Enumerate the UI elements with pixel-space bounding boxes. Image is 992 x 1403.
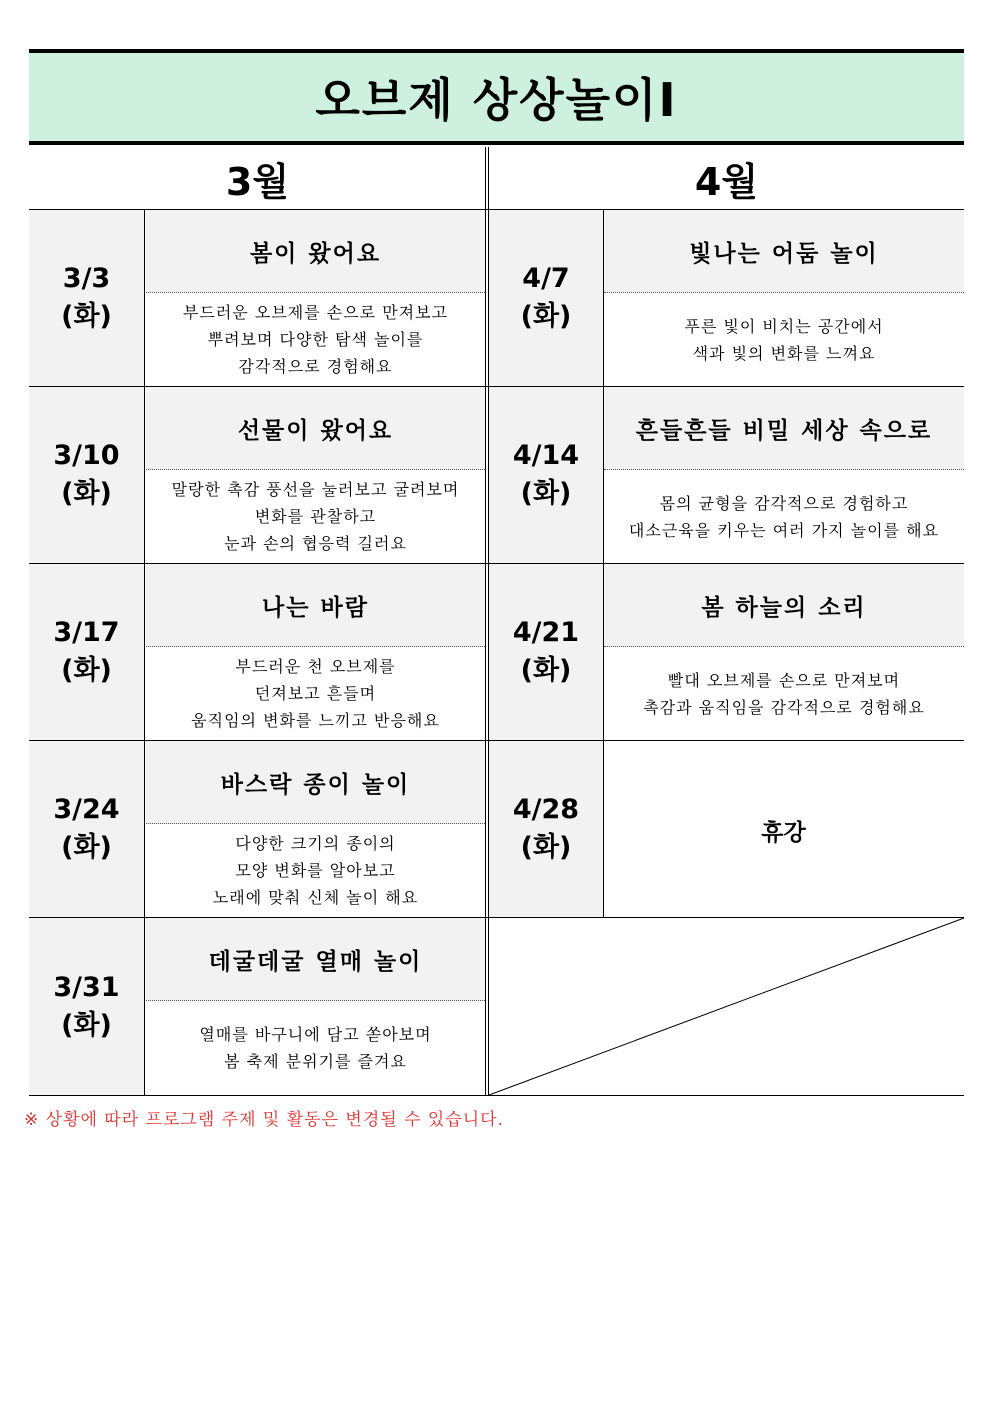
session-day: (화): [61, 478, 112, 509]
desc-line: 모양 변화를 알아보고: [235, 861, 396, 880]
desc-line: 부드러운 오브제를 손으로 만져보고: [182, 303, 449, 322]
session-date: 3/24: [53, 794, 120, 825]
holiday-label: 휴강: [761, 819, 806, 846]
session-topic: 봄이 왔어요: [249, 240, 382, 267]
session-day: (화): [520, 655, 572, 686]
desc-line: 부드러운 천 오브제를: [235, 657, 396, 676]
session-topic: 나는 바람: [262, 594, 369, 621]
session-date: 4/21: [512, 617, 580, 648]
desc-line: 노래에 맞춰 신체 놀이 해요: [212, 888, 419, 907]
session-date: 4/28: [512, 794, 580, 825]
month-header-april: 4월: [694, 159, 759, 204]
session-day: (화): [61, 655, 112, 686]
date-cell: [29, 741, 145, 917]
topic-cell: [146, 564, 485, 647]
topic-cell: [604, 387, 964, 470]
date-cell: [489, 387, 604, 563]
desc-line: 대소근육을 키우는 여러 가지 놀이를 해요: [628, 520, 940, 540]
session-day: (화): [520, 832, 572, 863]
session-date: 4/7: [522, 263, 570, 294]
desc-line: 푸른 빛이 비치는 공간에서: [684, 316, 884, 336]
desc-line: 눈과 손의 협응력 길러요: [224, 534, 407, 553]
topic-cell: [146, 741, 485, 824]
date-cell: [489, 741, 604, 917]
desc-cell: [146, 824, 485, 917]
desc-cell: [146, 647, 485, 740]
date-cell: [29, 210, 145, 386]
desc-line: 빨대 오브제를 손으로 만져보며: [667, 670, 901, 690]
empty-cell-diagonal: [489, 918, 965, 1096]
session-day: (화): [61, 1009, 112, 1041]
desc-line: 열매를 바구니에 담고 쏟아보며: [199, 1024, 432, 1044]
desc-line: 촉감과 움직임을 감각적으로 경험해요: [643, 697, 925, 717]
topic-cell: [146, 387, 485, 470]
desc-line: 감각적으로 경험해요: [238, 357, 393, 376]
session-topic: 데굴데굴 열매 놀이: [208, 948, 423, 975]
date-cell: [29, 387, 145, 563]
desc-line: 변화를 관찰하고: [254, 507, 377, 526]
session-date: 3/3: [62, 263, 111, 294]
desc-line: 던져보고 흔들며: [254, 684, 377, 703]
date-cell: [29, 918, 145, 1095]
topic-cell: [604, 210, 964, 293]
session-date: 3/31: [53, 971, 120, 1003]
desc-cell: [604, 647, 964, 740]
footnote: ※ 상황에 따라 프로그램 주제 및 활동은 변경될 수 있습니다.: [24, 1110, 504, 1130]
desc-line: 뿌려보며 다양한 탐색 놀이를: [207, 330, 424, 349]
session-date: 3/17: [53, 617, 120, 648]
topic-cell: [604, 564, 964, 647]
topic-cell: [146, 918, 485, 1001]
session-date: 4/14: [512, 440, 580, 471]
session-topic: 선물이 왔어요: [237, 417, 394, 444]
session-date: 3/10: [53, 440, 120, 471]
desc-line: 말랑한 촉감 풍선을 눌러보고 굴려보며: [171, 480, 460, 499]
topic-cell: [146, 210, 485, 293]
desc-cell: [146, 293, 485, 386]
title-banner: [29, 49, 964, 145]
desc-line: 다양한 크기의 종이의: [235, 834, 396, 853]
desc-cell: [146, 1001, 485, 1094]
desc-line: 움직임의 변화를 느끼고 반응해요: [191, 711, 440, 730]
session-day: (화): [520, 478, 572, 509]
session-day: (화): [61, 301, 112, 332]
desc-line: 색과 빛의 변화를 느껴요: [692, 343, 876, 363]
page-title: 오브제 상상놀이Ⅰ: [315, 73, 678, 127]
desc-line: 몸의 균형을 감각적으로 경험하고: [659, 493, 909, 513]
desc-cell: [604, 470, 964, 563]
session-topic: 바스락 종이 놀이: [220, 771, 411, 798]
date-cell: [489, 210, 604, 386]
session-topic: 빛나는 어둠 놀이: [689, 240, 879, 267]
session-day: (화): [61, 832, 112, 863]
desc-cell: [146, 470, 485, 563]
session-topic: 봄 하늘의 소리: [701, 594, 867, 621]
month-header-march: 3월: [225, 159, 290, 204]
desc-line: 봄 축제 분위기를 즐겨요: [224, 1051, 407, 1071]
column-divider: [485, 147, 486, 1096]
session-topic: 흔들흔들 비밀 세상 속으로: [635, 417, 933, 444]
session-day: (화): [520, 301, 572, 332]
date-cell: [489, 564, 604, 740]
date-cell: [29, 564, 145, 740]
desc-cell: [604, 293, 964, 386]
